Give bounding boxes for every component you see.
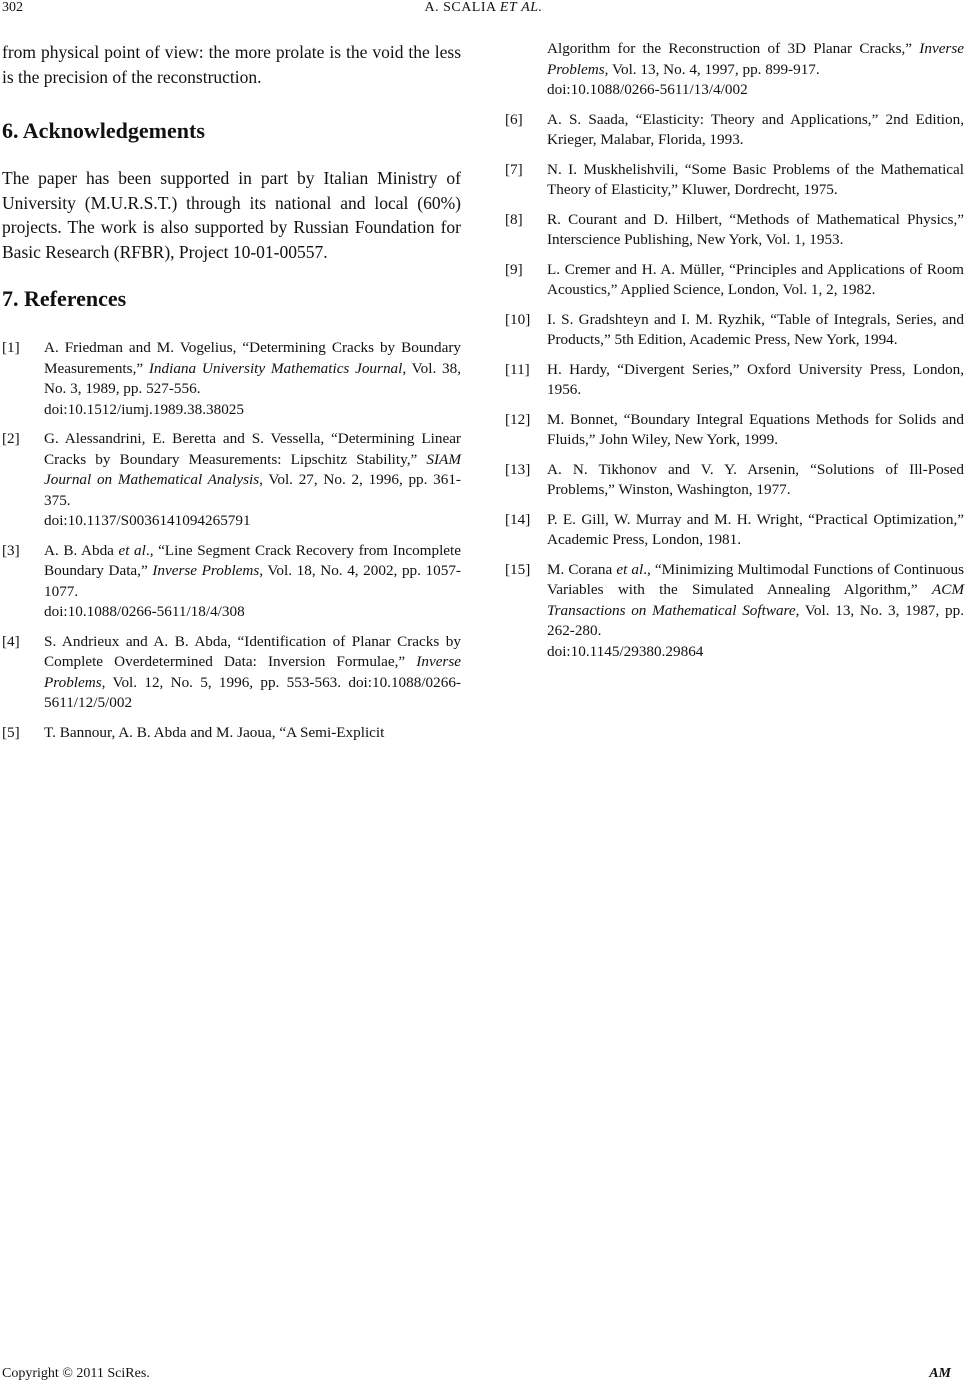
reference-number: [12] bbox=[505, 410, 531, 428]
reference-journal: Inverse Problems bbox=[547, 40, 964, 78]
reference-text: G. Alessandrini, E. Beretta and S. Vessella, “Determining Linear Cracks by Boundary Measurements: Lipschitz Stability,” bbox=[44, 430, 461, 468]
reference-text: , Vol. 27, No. 2, 1996, pp. 361-375. bbox=[44, 471, 461, 509]
references-heading: 7. References bbox=[2, 286, 127, 311]
reference-number: [13] bbox=[505, 460, 531, 478]
footer-journal-abbrev: AM bbox=[929, 1366, 951, 1381]
reference-text: T. Bannour, A. B. Abda and M. Jaoua, “A Semi-Explicit bbox=[44, 723, 385, 741]
running-head-et: ET bbox=[499, 0, 518, 15]
reference-item bbox=[505, 560, 964, 663]
running-head-author: A. SCALIA bbox=[424, 0, 496, 15]
reference-text: L. Cremer and H. A. Müller, “Principles and Applications of Room Acoustics,” Applied Science, London, Vol. 1, 2, 1982. bbox=[547, 260, 964, 298]
reference-item-continuation bbox=[505, 39, 964, 101]
reference-item bbox=[2, 723, 461, 744]
reference-doi: doi:10.1088/0266-5611/18/4/308 bbox=[44, 603, 245, 620]
reference-number: [2] bbox=[2, 430, 20, 447]
reference-text: M. Corana bbox=[547, 560, 617, 578]
running-head bbox=[0, 0, 967, 16]
reference-number: [7] bbox=[505, 160, 523, 178]
reference-text: P. E. Gill, W. Murray and M. H. Wright, “Practical Optimization,” Academic Press, London, 1981. bbox=[547, 510, 964, 548]
reference-item bbox=[505, 460, 964, 501]
reference-number: [1] bbox=[2, 339, 20, 356]
reference-number: [4] bbox=[2, 632, 20, 650]
reference-number: [5] bbox=[2, 723, 20, 741]
reference-journal: ACM Transactions on Mathematical Software bbox=[547, 581, 964, 619]
reference-text: , Vol. 18, No. 4, 2002, pp. 1057-1077. bbox=[44, 562, 461, 600]
reference-number: [6] bbox=[505, 110, 523, 128]
reference-doi: doi:10.1512/iumj.1989.38.38025 bbox=[44, 400, 244, 418]
reference-text: M. Bonnet, “Boundary Integral Equations Methods for Solids and Fluids,” John Wiley, New York, 1999. bbox=[547, 410, 964, 448]
reference-text: ., “Line Segment Crack Recovery from Incomplete Boundary Data,” bbox=[44, 541, 462, 579]
reference-text: A. B. Abda bbox=[44, 541, 119, 559]
reference-doi: doi:10.1137/S0036141094265791 bbox=[44, 512, 251, 529]
reference-item bbox=[505, 260, 964, 301]
reference-text: I. S. Gradshteyn and I. M. Ryzhik, “Table of Integrals, Series, and Products,” 5th Edition, Academic Press, New York, 1994. bbox=[547, 310, 964, 348]
reference-item bbox=[505, 310, 964, 351]
reference-text: ., “Minimizing Multimodal Functions of Continuous Variables with the Simulated Annealing Algorithm,” bbox=[547, 560, 964, 598]
reference-item bbox=[505, 510, 964, 551]
acknowledgements-heading: 6. Acknowledgements bbox=[2, 118, 205, 143]
left-column bbox=[2, 40, 461, 743]
reference-number: [11] bbox=[505, 360, 530, 378]
reference-text: , Vol. 12, No. 5, 1996, pp. 553-563. doi:10.1088/0266-5611/12/5/002 bbox=[44, 673, 461, 711]
reference-doi: doi:10.1088/0266-5611/13/4/002 bbox=[547, 81, 748, 98]
reference-journal: Inverse Problems bbox=[152, 562, 260, 579]
reference-text: H. Hardy, “Divergent Series,” Oxford University Press, London, 1956. bbox=[547, 360, 964, 398]
reference-text: , Vol. 13, No. 4, 1997, pp. 899-917. bbox=[604, 60, 820, 78]
reference-number: [15] bbox=[505, 560, 531, 578]
reference-item bbox=[505, 410, 964, 451]
footer-copyright: Copyright © 2011 SciRes. bbox=[2, 1366, 150, 1381]
reference-list-left bbox=[2, 338, 461, 743]
reference-number: [8] bbox=[505, 210, 523, 228]
reference-etal: et al bbox=[616, 560, 644, 578]
reference-text: A. S. Saada, “Elasticity: Theory and Applications,” 2nd Edition, Krieger, Malabar, Florida, 1993. bbox=[547, 110, 964, 148]
reference-item bbox=[505, 210, 964, 251]
reference-item bbox=[505, 110, 964, 151]
acknowledgements-paragraph: The paper has been supported in part by Italian Ministry of University (M.U.R.S.T.) through its national and local (60%) projects. The work is also supported by Russian Foundation for Basic Research (RFBR), Project 10-01-00557. bbox=[2, 168, 461, 262]
reference-item bbox=[2, 541, 461, 623]
reference-text: A. N. Tikhonov and V. Y. Arsenin, “Solutions of Ill-Posed Problems,” Winston, Washington, 1977. bbox=[547, 460, 964, 498]
reference-item bbox=[505, 160, 964, 201]
reference-item bbox=[2, 632, 461, 714]
reference-number: [3] bbox=[2, 541, 20, 559]
running-head-al: AL. bbox=[521, 0, 543, 15]
reference-text: S. Andrieux and A. B. Abda, “Identification of Planar Cracks by Complete Overdetermined Data: Inversion Formulae,” bbox=[44, 632, 461, 670]
reference-journal: SIAM Journal on Mathematical Analysis bbox=[44, 450, 461, 488]
reference-journal: Indiana University Mathematics Journal bbox=[148, 359, 403, 377]
right-column bbox=[505, 39, 964, 662]
reference-item bbox=[2, 338, 461, 420]
reference-doi: doi:10.1145/29380.29864 bbox=[547, 642, 704, 660]
reference-text: , Vol. 13, No. 3, 1987, pp. 262-280. bbox=[547, 601, 965, 639]
reference-text: N. I. Muskhelishvili, “Some Basic Problems of the Mathematical Theory of Elasticity,” Kluwer, Dordrecht, 1975. bbox=[547, 160, 964, 198]
reference-item bbox=[2, 429, 461, 532]
reference-text: Algorithm for the Reconstruction of 3D Planar Cracks,” bbox=[547, 40, 920, 57]
reference-etal: et al bbox=[118, 541, 146, 559]
reference-number: [10] bbox=[505, 310, 531, 328]
intro-paragraph: from physical point of view: the more prolate is the void the less is the precision of the reconstruction. bbox=[2, 42, 461, 87]
reference-number: [9] bbox=[505, 260, 523, 278]
reference-journal: Inverse Problems bbox=[44, 653, 461, 691]
reference-text: , Vol. 38, No. 3, 1989, pp. 527-556. bbox=[44, 359, 461, 397]
reference-text: R. Courant and D. Hilbert, “Methods of Mathematical Physics,” Interscience Publishing, New York, Vol. 1, 1953. bbox=[547, 210, 964, 248]
reference-text: A. Friedman and M. Vogelius, “Determining Cracks by Boundary Measurements,” bbox=[44, 339, 461, 377]
page-number: 302 bbox=[2, 0, 23, 15]
reference-number: [14] bbox=[505, 510, 531, 528]
reference-item bbox=[505, 360, 964, 401]
